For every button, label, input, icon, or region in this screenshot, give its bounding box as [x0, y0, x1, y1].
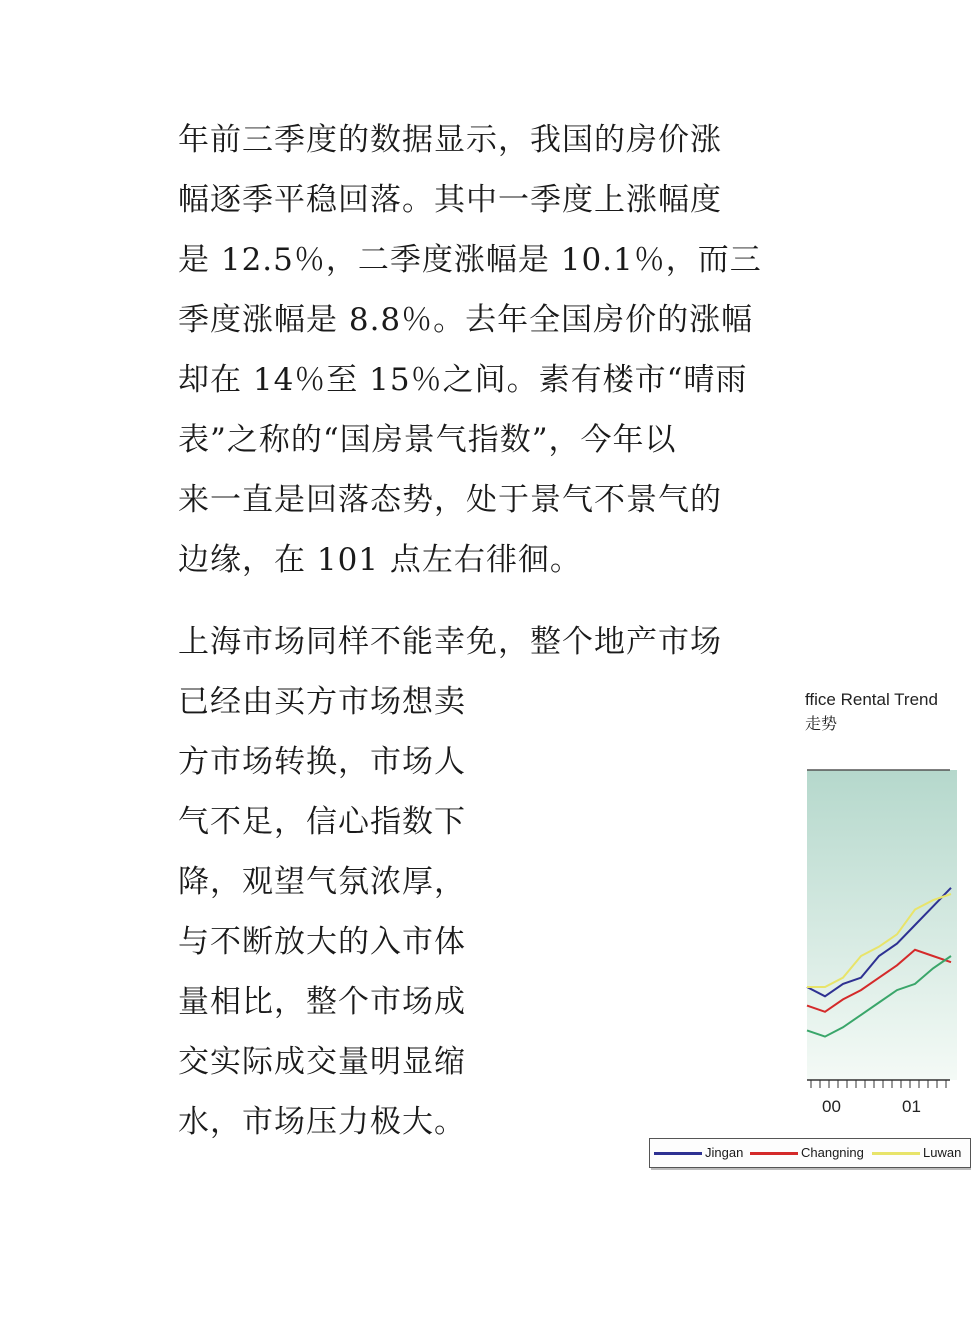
legend-item-jingan	[654, 1145, 743, 1160]
x-tick-label: 00	[822, 1097, 841, 1116]
text-line: 交实际成交量明显缩	[178, 1044, 466, 1080]
text-line: 来一直是回落态势，处于景气不景气的	[178, 482, 722, 518]
text-line: 水，市场压力极大。	[178, 1104, 466, 1140]
text-line: 方市场转换，市场人	[178, 744, 466, 780]
paragraph-1	[178, 110, 762, 590]
chart-title: ffice Rental Trend	[805, 690, 938, 709]
x-tick-label: 01	[902, 1097, 921, 1116]
legend-item-luwan	[872, 1145, 961, 1160]
legend-label: Jingan	[705, 1145, 744, 1160]
legend-label: Changning	[801, 1145, 864, 1160]
text-line: 量相比，整个市场成	[178, 984, 466, 1020]
text-line: 幅逐季平稳回落。其中一季度上涨幅度	[178, 182, 722, 218]
text-line: 降，观望气氛浓厚，	[178, 864, 466, 900]
legend-item-changning	[750, 1145, 864, 1160]
text-line: 边缘，在 101 点左右徘徊。	[178, 542, 582, 578]
text-line: 季度涨幅是 8.8％。去年全国房价的涨幅	[178, 302, 754, 338]
legend-label: Luwan	[923, 1145, 962, 1160]
x-ticks	[811, 1080, 946, 1088]
legend-swatch	[872, 1152, 920, 1155]
chart-subtitle: 走势	[805, 714, 838, 733]
text-line: 与不断放大的入市体	[178, 924, 466, 960]
text-line: 却在 14％至 15％之间。素有楼市“晴雨	[178, 362, 748, 398]
text-line: 年前三季度的数据显示，我国的房价涨	[178, 122, 722, 158]
chart-legend	[649, 1138, 971, 1168]
legend-swatch	[750, 1152, 798, 1155]
text-line: 已经由买方市场想卖	[178, 684, 466, 720]
text-line: 表”之称的“国房景气指数”，今年以	[178, 422, 677, 458]
text-line: 是 12.5％，二季度涨幅是 10.1％，而三	[178, 242, 762, 278]
text-line: 气不足，信心指数下	[178, 804, 466, 840]
paragraph-2	[178, 612, 722, 1152]
rental-trend-chart	[800, 760, 950, 1120]
text-line: 上海市场同样不能幸免，整个地产市场	[178, 624, 722, 660]
legend-swatch	[654, 1152, 702, 1155]
